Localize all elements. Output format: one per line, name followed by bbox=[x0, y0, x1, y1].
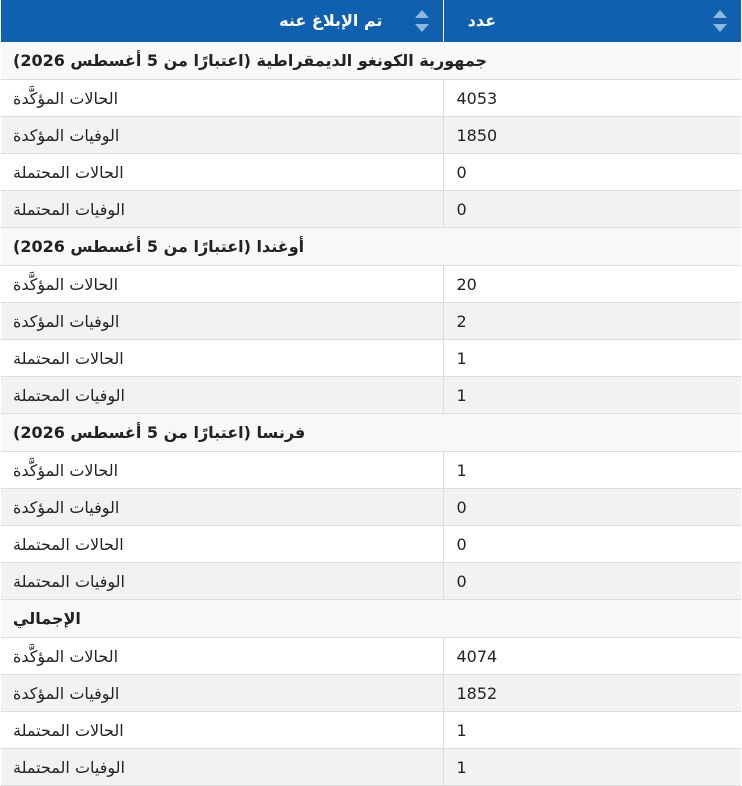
table-header bbox=[1, 0, 741, 42]
row-label: الوفيات المؤكدة bbox=[13, 497, 120, 517]
row-count-cell bbox=[443, 154, 741, 191]
row-label-cell bbox=[1, 266, 443, 303]
row-label-cell bbox=[1, 638, 443, 675]
row-label-cell bbox=[1, 377, 443, 414]
table-row bbox=[1, 452, 741, 489]
row-count-value: 0 bbox=[456, 162, 467, 182]
cases-table bbox=[1, 0, 741, 786]
row-count-cell bbox=[443, 638, 741, 675]
table-row bbox=[1, 117, 741, 154]
row-count-value: 0 bbox=[456, 571, 467, 591]
row-label: الوفيات المؤكدة bbox=[13, 311, 120, 331]
row-count-cell bbox=[443, 452, 741, 489]
row-count-cell bbox=[443, 191, 741, 228]
row-label: الوفيات المحتملة bbox=[13, 571, 125, 591]
row-label: الوفيات المؤكدة bbox=[13, 683, 120, 703]
sort-arrows-icon[interactable] bbox=[415, 10, 429, 32]
row-label-cell bbox=[1, 749, 443, 786]
row-count-cell bbox=[443, 749, 741, 786]
column-header-count-label: عدد bbox=[467, 11, 496, 30]
row-count-value: 1 bbox=[456, 757, 467, 777]
row-label-cell bbox=[1, 489, 443, 526]
group-title-cell bbox=[1, 600, 741, 638]
row-count-cell bbox=[443, 563, 741, 600]
table-row bbox=[1, 712, 741, 749]
row-label: الحالات المؤكَّدة bbox=[13, 88, 119, 108]
row-count-cell bbox=[443, 80, 741, 117]
row-label: الحالات المحتملة bbox=[13, 534, 124, 554]
row-count-cell bbox=[443, 377, 741, 414]
row-label-cell bbox=[1, 340, 443, 377]
column-header-reported[interactable] bbox=[1, 0, 443, 42]
group-row bbox=[1, 42, 741, 80]
group-title: جمهورية الكونغو الديمقراطية (اعتبارًا من 5 أغسطس 2026) bbox=[13, 51, 488, 70]
table-row bbox=[1, 749, 741, 786]
group-title: أوغندا (اعتبارًا من 5 أغسطس 2026) bbox=[13, 237, 305, 256]
row-label-cell bbox=[1, 80, 443, 117]
header-row bbox=[1, 0, 741, 42]
row-label-cell bbox=[1, 563, 443, 600]
row-count-value: 4053 bbox=[456, 88, 498, 108]
row-label-cell bbox=[1, 712, 443, 749]
row-label: الوفيات المؤكدة bbox=[13, 125, 120, 145]
group-row bbox=[1, 600, 741, 638]
row-label-cell bbox=[1, 303, 443, 340]
column-header-reported-label: تم الإبلاغ عنه bbox=[279, 11, 383, 30]
row-count-value: 1 bbox=[456, 348, 467, 368]
group-row bbox=[1, 228, 741, 266]
table-row bbox=[1, 526, 741, 563]
row-count-value: 2 bbox=[456, 311, 467, 331]
row-label-cell bbox=[1, 117, 443, 154]
row-count-cell bbox=[443, 712, 741, 749]
row-count-value: 0 bbox=[456, 199, 467, 219]
row-count-value: 1 bbox=[456, 385, 467, 405]
group-title: فرنسا (اعتبارًا من 5 أغسطس 2026) bbox=[13, 423, 306, 442]
table-row bbox=[1, 154, 741, 191]
row-label-cell bbox=[1, 452, 443, 489]
row-label: الحالات المحتملة bbox=[13, 348, 124, 368]
table-body bbox=[1, 42, 741, 786]
group-title: الإجمالي bbox=[13, 609, 81, 628]
row-count-cell bbox=[443, 526, 741, 563]
row-count-value: 4074 bbox=[456, 646, 498, 666]
row-count-cell bbox=[443, 117, 741, 154]
table-row bbox=[1, 340, 741, 377]
row-label-cell bbox=[1, 191, 443, 228]
row-count-value: 1 bbox=[456, 720, 467, 740]
row-count-value: 1852 bbox=[456, 683, 498, 703]
row-label: الحالات المؤكَّدة bbox=[13, 646, 119, 666]
row-count-cell bbox=[443, 266, 741, 303]
sort-arrows-icon[interactable] bbox=[713, 10, 727, 32]
row-label-cell bbox=[1, 154, 443, 191]
row-label: الوفيات المحتملة bbox=[13, 385, 125, 405]
table-row bbox=[1, 80, 741, 117]
row-count-cell bbox=[443, 489, 741, 526]
table-row bbox=[1, 266, 741, 303]
table-row bbox=[1, 675, 741, 712]
table-row bbox=[1, 303, 741, 340]
row-label: الحالات المحتملة bbox=[13, 720, 124, 740]
row-count-cell bbox=[443, 303, 741, 340]
table-row bbox=[1, 638, 741, 675]
table-row bbox=[1, 191, 741, 228]
row-label: الوفيات المحتملة bbox=[13, 199, 125, 219]
table-row bbox=[1, 377, 741, 414]
row-count-cell bbox=[443, 675, 741, 712]
row-count-value: 0 bbox=[456, 497, 467, 517]
row-label: الحالات المؤكَّدة bbox=[13, 274, 119, 294]
row-label: الوفيات المحتملة bbox=[13, 757, 125, 777]
row-label-cell bbox=[1, 526, 443, 563]
row-label: الحالات المؤكَّدة bbox=[13, 460, 119, 480]
row-count-value: 1850 bbox=[456, 125, 498, 145]
row-count-cell bbox=[443, 340, 741, 377]
group-title-cell bbox=[1, 414, 741, 452]
group-title-cell bbox=[1, 42, 741, 80]
group-row bbox=[1, 414, 741, 452]
row-label: الحالات المحتملة bbox=[13, 162, 124, 182]
column-header-count[interactable] bbox=[443, 0, 741, 42]
row-label-cell bbox=[1, 675, 443, 712]
row-count-value: 20 bbox=[456, 274, 477, 294]
row-count-value: 1 bbox=[456, 460, 467, 480]
table-row bbox=[1, 563, 741, 600]
group-title-cell bbox=[1, 228, 741, 266]
table-row bbox=[1, 489, 741, 526]
row-count-value: 0 bbox=[456, 534, 467, 554]
